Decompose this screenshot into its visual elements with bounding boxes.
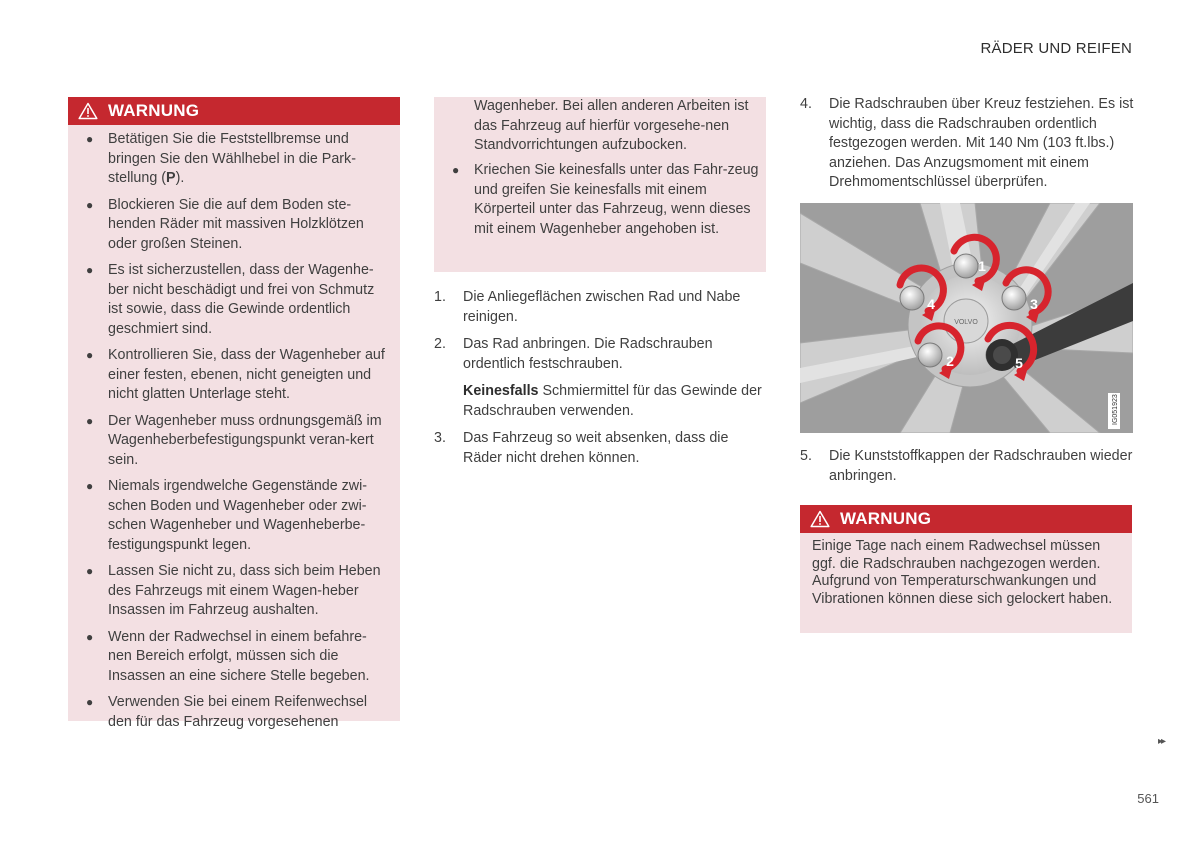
warning-label: WARNUNG <box>840 509 932 528</box>
warning-continued-text: Wagenheber. Bei allen anderen Arbeiten ist das Fahrzeug auf hierfür vorgesehe-nen Standvorrichtungen aufzubocken. <box>474 98 749 153</box>
bullet-text: Verwenden Sie bei einem Reifenwechsel den für das Fahrzeug vorgesehenen <box>108 694 368 730</box>
warning-bullet-item <box>86 693 390 732</box>
step-list <box>434 288 764 476</box>
step-list <box>800 447 1135 494</box>
step-text: Das Rad anbringen. Die Radschrauben ordentlich festschrauben. <box>463 336 713 372</box>
warning-box-continued <box>434 97 766 272</box>
warning-header <box>68 97 400 125</box>
image-code-label: IG051923 <box>1112 394 1119 425</box>
warning-header <box>800 505 1132 533</box>
step-text: Das Fahrzeug so weit absenken, dass die Räder nicht drehen können. <box>463 430 729 466</box>
bullet-icon: ● <box>86 629 94 644</box>
step-number: 3. <box>434 430 446 446</box>
step-text: Die Radschrauben über Kreuz festziehen. Es ist wichtig, dass die Radschrauben ordentlich festgezogen werden. Mit 140 Nm (103 ft.lbs.) anziehen. Das Anzugsmoment mit einem Drehmomentschlüssel überprüfen. <box>829 96 1134 190</box>
warning-bullet-item <box>86 196 390 255</box>
warning-bullet-item <box>86 477 390 555</box>
bullet-text: Der Wagenheber muss ordnungsgemäß im Wagenheberbefestigungspunkt veran-kert sein. <box>108 412 382 468</box>
bolt-number-label: 3 <box>1030 296 1038 312</box>
warning-box-left <box>68 97 400 730</box>
step-text: Die Anliegeflächen zwischen Rad und Nabe reinigen. <box>463 289 741 325</box>
step-text: Die Kunststoffkappen der Radschrauben wieder anbringen. <box>829 448 1133 484</box>
wheel-illustration <box>800 203 1133 433</box>
bullet-text: Wenn der Radwechsel in einem befahre-nen Bereich erfolgt, müssen sich die Insassen an eine sichere Stelle begeben. <box>108 628 370 684</box>
bolt-number-label: 1 <box>978 258 986 274</box>
bullet-icon: ● <box>452 163 460 177</box>
hub-logo-text: VOLVO <box>954 319 978 326</box>
bullet-icon: ● <box>86 348 94 362</box>
bullet-icon: ● <box>86 132 94 146</box>
section-title: RÄDER UND REIFEN <box>980 40 1132 57</box>
page-number: 561 <box>1137 791 1159 806</box>
wheel-bolt-tightening-figure <box>800 203 1133 433</box>
step-note-text: Schmiermittel für das Gewinde der Radschrauben verwenden. <box>463 383 762 419</box>
warning-box-right <box>800 505 1132 633</box>
step-item <box>434 335 764 421</box>
continue-arrow-icon: ▸▸ <box>1157 736 1164 747</box>
bullet-text: Kriechen Sie keinesfalls unter das Fahr-zeug und greifen Sie keinesfalls mit einem Körperteil unter das Fahrzeug, wenn dieses mit einem Wagenheber angehoben ist. <box>474 162 759 237</box>
bullet-icon: ● <box>86 197 94 212</box>
warning-bullet-item <box>86 261 390 339</box>
bullet-icon: ● <box>86 263 94 277</box>
warning-label: WARNUNG <box>108 101 200 120</box>
bullet-icon: ● <box>86 564 94 578</box>
step-note-bold: Keinesfalls <box>463 383 539 399</box>
warning-text: Einige Tage nach einem Radwechsel müssen ggf. die Radschrauben nachgezogen werden. Aufgrund von Temperaturschwankungen und Vibrationen können diese sich gelockert haben. <box>812 538 1113 607</box>
step-note <box>463 382 764 421</box>
warning-bullet-item <box>86 346 390 405</box>
bullet-icon: ● <box>86 695 94 709</box>
bolt-number-label: 4 <box>927 296 935 312</box>
bullet-icon: ● <box>86 413 94 428</box>
warning-bullet-item <box>86 412 390 471</box>
bullet-text: Blockieren Sie die auf dem Boden ste-henden Räder mit massiven Holzklötzen oder großen Steinen. <box>108 196 364 252</box>
bolt-number-label: 2 <box>946 353 954 369</box>
bolt-number-label: 5 <box>1015 355 1023 371</box>
warning-bullet-list <box>68 130 400 732</box>
bullet-text: Kontrollieren Sie, dass der Wagenheber auf einer festen, ebenen, nicht geneigten und nicht glatten Unterlage steht. <box>108 347 385 402</box>
step-item <box>800 447 1135 486</box>
step-number: 1. <box>434 289 446 305</box>
bullet-text: ). <box>175 170 185 186</box>
step-item <box>434 429 764 468</box>
warning-bullet-item <box>86 628 390 687</box>
bullet-bold-text: P <box>166 170 176 186</box>
bullet-text: Niemals irgendwelche Gegenstände zwi-schen Boden und Wagenheber oder zwi-schen Wagenheber und Wagenheberbe-festigungspunkt legen. <box>108 478 368 553</box>
warning-bullet-item <box>86 562 390 621</box>
bullet-icon: ● <box>86 479 94 493</box>
step-list <box>800 95 1135 201</box>
warning-bullet-item <box>86 130 390 189</box>
bullet-text: Betätigen Sie die Feststellbremse und bringen Sie den Wählhebel in die Park-stellung ( <box>108 131 356 186</box>
step-number: 5. <box>800 448 812 464</box>
bullet-text: Es ist sicherzustellen, dass der Wagenhe-ber nicht beschädigt und frei von Schmutz ist sowie, dass die Gewinde ordentlich geschmiert sind. <box>108 262 375 337</box>
bullet-text: Lassen Sie nicht zu, dass sich beim Heben des Fahrzeugs mit einem Wagen-heber Insassen im Fahrzeug aushalten. <box>108 563 381 618</box>
step-item <box>434 288 764 327</box>
step-item <box>800 95 1135 193</box>
step-number: 4. <box>800 96 812 112</box>
step-number: 2. <box>434 336 446 352</box>
warning-triangle-icon <box>78 102 98 120</box>
warning-bullet-list <box>452 161 759 239</box>
warning-triangle-icon <box>810 510 830 528</box>
warning-bullet-item <box>452 161 759 239</box>
